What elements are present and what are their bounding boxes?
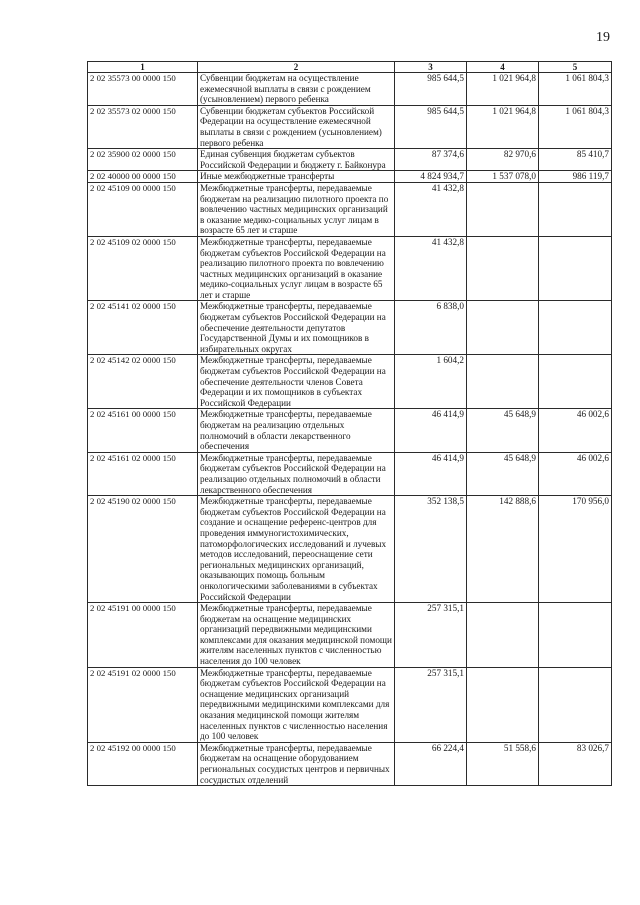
budget-code-cell: 2 02 45191 02 0000 150 xyxy=(88,667,198,742)
item-name-cell: Межбюджетные трансферты, передаваемые бюджетам на реализацию пилотного проекта по вовлечению частных медицинских организаций в оказание медико-социальных услуг лицам в возрасте 65 лет и старше xyxy=(198,182,395,236)
value-col5-cell: 1 061 804,3 xyxy=(539,73,612,106)
value-col3-cell: 1 604,2 xyxy=(395,355,467,409)
page-number: 19 xyxy=(596,30,610,45)
value-col3-cell: 66 224,4 xyxy=(395,742,467,785)
value-col4-cell xyxy=(467,236,539,301)
value-col3-cell: 41 432,8 xyxy=(395,182,467,236)
value-col4-cell: 45 648,9 xyxy=(467,452,539,495)
value-col3-cell: 41 432,8 xyxy=(395,236,467,301)
value-col5-cell xyxy=(539,236,612,301)
item-name-cell: Межбюджетные трансферты, передаваемые бюджетам субъектов Российской Федерации на обеспечение деятельности депутатов Государственной Думы и их помощников в избирательных округах xyxy=(198,301,395,355)
value-col4-cell: 1 021 964,8 xyxy=(467,73,539,106)
value-col3-cell: 257 315,1 xyxy=(395,603,467,668)
table-row xyxy=(88,667,612,742)
column-header: 3 xyxy=(395,62,467,73)
table-row xyxy=(88,301,612,355)
value-col3-cell: 6 838,0 xyxy=(395,301,467,355)
column-header: 2 xyxy=(198,62,395,73)
budget-code-cell: 2 02 35573 02 0000 150 xyxy=(88,105,198,148)
budget-table xyxy=(87,61,612,786)
value-col3-cell: 985 644,5 xyxy=(395,73,467,106)
budget-code-cell: 2 02 45109 00 0000 150 xyxy=(88,182,198,236)
value-col5-cell: 46 002,6 xyxy=(539,409,612,452)
value-col5-cell xyxy=(539,301,612,355)
value-col5-cell xyxy=(539,667,612,742)
value-col5-cell: 986 119,7 xyxy=(539,171,612,183)
table-row xyxy=(88,171,612,183)
budget-code-cell: 2 02 35900 02 0000 150 xyxy=(88,149,198,171)
value-col3-cell: 46 414,9 xyxy=(395,452,467,495)
value-col4-cell: 45 648,9 xyxy=(467,409,539,452)
budget-code-cell: 2 02 45191 00 0000 150 xyxy=(88,603,198,668)
budget-code-cell: 2 02 45190 02 0000 150 xyxy=(88,496,198,603)
table-row xyxy=(88,742,612,785)
item-name-cell: Межбюджетные трансферты, передаваемые бюджетам субъектов Российской Федерации на обеспечение деятельности членов Совета Федерации и их помощников в субъектах Российской Федерации xyxy=(198,355,395,409)
value-col4-cell xyxy=(467,355,539,409)
value-col5-cell: 46 002,6 xyxy=(539,452,612,495)
item-name-cell: Субвенции бюджетам субъектов Российской Федерации на осуществление ежемесячной выплаты в связи с рождением (усыновлением) первого ребенка xyxy=(198,105,395,148)
table-row xyxy=(88,452,612,495)
budget-code-cell: 2 02 45192 00 0000 150 xyxy=(88,742,198,785)
item-name-cell: Межбюджетные трансферты, передаваемые бюджетам субъектов Российской Федерации на реализацию отдельных полномочий в области лекарственного обеспечения xyxy=(198,452,395,495)
item-name-cell: Межбюджетные трансферты, передаваемые бюджетам субъектов Российской Федерации на реализацию пилотного проекта по вовлечению частных медицинских организаций в оказание медико-социальных услуг лицам в возрасте 65 лет и старше xyxy=(198,236,395,301)
value-col4-cell xyxy=(467,182,539,236)
table-header-row xyxy=(88,62,612,73)
value-col5-cell xyxy=(539,182,612,236)
budget-code-cell: 2 02 45161 02 0000 150 xyxy=(88,452,198,495)
value-col5-cell: 1 061 804,3 xyxy=(539,105,612,148)
value-col3-cell: 257 315,1 xyxy=(395,667,467,742)
value-col4-cell: 82 970,6 xyxy=(467,149,539,171)
value-col4-cell xyxy=(467,667,539,742)
item-name-cell: Межбюджетные трансферты, передаваемые бюджетам субъектов Российской Федерации на создание и оснащение референс-центров для проведения иммуногистохимических, патоморфологических исследований и лучевых методов исследований, переоснащение сети региональных медицинских организаций, оказывающих помощь больным онкологическими заболеваниями в субъектах Российской Федерации xyxy=(198,496,395,603)
table-row xyxy=(88,149,612,171)
value-col4-cell xyxy=(467,603,539,668)
value-col4-cell: 1 021 964,8 xyxy=(467,105,539,148)
table-row xyxy=(88,409,612,452)
column-header: 1 xyxy=(88,62,198,73)
item-name-cell: Субвенции бюджетам на осуществление ежемесячной выплаты в связи с рождением (усыновлением) первого ребенка xyxy=(198,73,395,106)
value-col4-cell: 142 888,6 xyxy=(467,496,539,603)
item-name-cell: Межбюджетные трансферты, передаваемые бюджетам на оснащение оборудованием региональных сосудистых центров и первичных сосудистых отделений xyxy=(198,742,395,785)
table-row xyxy=(88,236,612,301)
value-col5-cell xyxy=(539,603,612,668)
item-name-cell: Межбюджетные трансферты, передаваемые бюджетам на реализацию отдельных полномочий в области лекарственного обеспечения xyxy=(198,409,395,452)
item-name-cell: Межбюджетные трансферты, передаваемые бюджетам субъектов Российской Федерации на оснащение медицинских организаций передвижными медицинскими комплексами для оказания медицинской помощи жителям населенных пунктов с численностью населения до 100 человек xyxy=(198,667,395,742)
value-col3-cell: 87 374,6 xyxy=(395,149,467,171)
table-row xyxy=(88,105,612,148)
value-col4-cell xyxy=(467,301,539,355)
budget-code-cell: 2 02 35573 00 0000 150 xyxy=(88,73,198,106)
table-row xyxy=(88,603,612,668)
column-header: 5 xyxy=(539,62,612,73)
table-row xyxy=(88,355,612,409)
budget-code-cell: 2 02 40000 00 0000 150 xyxy=(88,171,198,183)
item-name-cell: Межбюджетные трансферты, передаваемые бюджетам на оснащение медицинских организаций передвижными медицинскими комплексами для оказания медицинской помощи жителям населенных пунктов с численностью населения до 100 человек xyxy=(198,603,395,668)
column-header: 4 xyxy=(467,62,539,73)
value-col5-cell: 170 956,0 xyxy=(539,496,612,603)
value-col3-cell: 352 138,5 xyxy=(395,496,467,603)
item-name-cell: Единая субвенция бюджетам субъектов Российской Федерации и бюджету г. Байконура xyxy=(198,149,395,171)
value-col5-cell: 83 026,7 xyxy=(539,742,612,785)
value-col3-cell: 46 414,9 xyxy=(395,409,467,452)
value-col5-cell: 85 410,7 xyxy=(539,149,612,171)
item-name-cell: Иные межбюджетные трансферты xyxy=(198,171,395,183)
table-row xyxy=(88,73,612,106)
value-col4-cell: 1 537 078,0 xyxy=(467,171,539,183)
table-row xyxy=(88,182,612,236)
value-col4-cell: 51 558,6 xyxy=(467,742,539,785)
value-col5-cell xyxy=(539,355,612,409)
budget-code-cell: 2 02 45141 02 0000 150 xyxy=(88,301,198,355)
value-col3-cell: 985 644,5 xyxy=(395,105,467,148)
table-row xyxy=(88,496,612,603)
budget-code-cell: 2 02 45109 02 0000 150 xyxy=(88,236,198,301)
budget-code-cell: 2 02 45142 02 0000 150 xyxy=(88,355,198,409)
budget-code-cell: 2 02 45161 00 0000 150 xyxy=(88,409,198,452)
value-col3-cell: 4 824 934,7 xyxy=(395,171,467,183)
